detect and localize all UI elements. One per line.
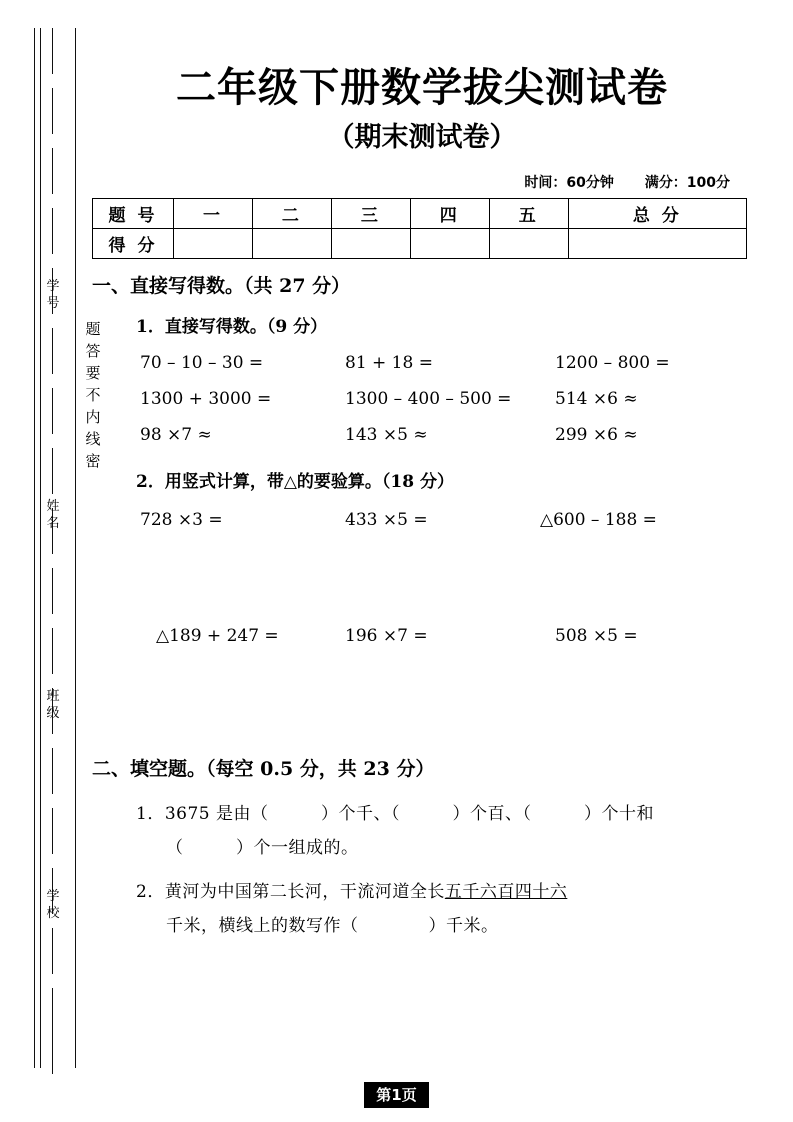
expression: 81 + 18 =: [345, 353, 433, 373]
expression: 98 ×7 ≈: [140, 425, 212, 445]
sealing-strip: [30, 28, 103, 1068]
score-header-1: 一: [174, 199, 253, 229]
score-header-2: 二: [252, 199, 331, 229]
seal-border-line-2: [40, 28, 41, 1068]
expression: 508 ×5 =: [555, 626, 638, 646]
expression: 728 ×3 =: [140, 510, 223, 530]
seal-border-line-3: [75, 28, 76, 1068]
fill-item-2-prefix: 2．黄河为中国第二长河，干流河道全长: [136, 882, 445, 902]
expression-row: [140, 626, 752, 646]
paper-content: [92, 40, 752, 943]
expression-row: [140, 353, 752, 373]
page-title: 二年级下册数学拔尖测试卷: [176, 65, 668, 111]
section-heading-1: 一、直接写得数。（共 27 分）: [92, 275, 351, 297]
exam-full-score: 满分：100分: [644, 175, 730, 191]
expression: △189 + 247 =: [156, 626, 279, 646]
seal-label-student-id: 学号: [46, 279, 64, 311]
expression: 1300 – 400 – 500 =: [345, 389, 512, 409]
page-footer: [0, 1082, 793, 1108]
fill-item-1-line-1: 1．3675 是由（ ）个千、（ ）个百、（ ）个十和: [136, 804, 654, 824]
seal-label-school: 学校: [46, 889, 64, 921]
expression: 514 ×6 ≈: [555, 389, 638, 409]
expression-row: [140, 510, 752, 530]
score-table-value-row: [93, 229, 747, 259]
score-row-label: 得 分: [93, 229, 174, 259]
score-cell-3[interactable]: [331, 229, 410, 259]
expression: 196 ×7 =: [345, 626, 428, 646]
section-heading-2: 二、填空题。（每空 0.5 分，共 23 分）: [92, 758, 435, 780]
question-1-2-title: 2．用竖式计算，带△的要验算。（18 分）: [136, 472, 454, 492]
expression: 299 ×6 ≈: [555, 425, 638, 445]
score-cell-4[interactable]: [410, 229, 489, 259]
score-cell-5[interactable]: [489, 229, 568, 259]
question-1-1-title: 1．直接写得数。（9 分）: [136, 317, 328, 337]
fill-item-2-line-2: 千米，横线上的数写作（ ）千米。: [166, 916, 499, 936]
seal-label-name: 姓名: [46, 499, 64, 531]
expression: △600 – 188 =: [540, 510, 657, 530]
fill-item-2-line-1: [136, 875, 752, 909]
page-number-badge: 第1页: [364, 1082, 428, 1108]
page-subtitle: （期末测试卷）: [327, 122, 517, 153]
score-table: [92, 198, 747, 259]
expression-row: [140, 389, 752, 409]
expression: 1200 – 800 =: [555, 353, 670, 373]
score-header-label: 题 号: [93, 199, 174, 229]
expression-row: [140, 425, 752, 445]
score-header-3: 三: [331, 199, 410, 229]
score-cell-total[interactable]: [568, 229, 746, 259]
score-header-5: 五: [489, 199, 568, 229]
seal-label-class: 班级: [46, 689, 64, 721]
score-header-4: 四: [410, 199, 489, 229]
fill-item-1-line-2: （ ）个一组成的。: [166, 838, 359, 858]
score-cell-1[interactable]: [174, 229, 253, 259]
fill-item-2-underlined-number: 五千六百四十六: [444, 882, 568, 902]
expression: 70 – 10 – 30 =: [140, 353, 264, 373]
exam-meta: [92, 172, 752, 192]
score-cell-2[interactable]: [252, 229, 331, 259]
expression: 143 ×5 ≈: [345, 425, 428, 445]
seal-warning-text: 题答要不内线密: [85, 320, 103, 470]
expression: 433 ×5 =: [345, 510, 428, 530]
expression: 1300 + 3000 =: [140, 389, 272, 409]
score-table-header-row: [93, 199, 747, 229]
seal-border-line-1: [34, 28, 35, 1068]
exam-time: 时间：60分钟: [524, 175, 614, 191]
score-header-total: 总 分: [568, 199, 746, 229]
